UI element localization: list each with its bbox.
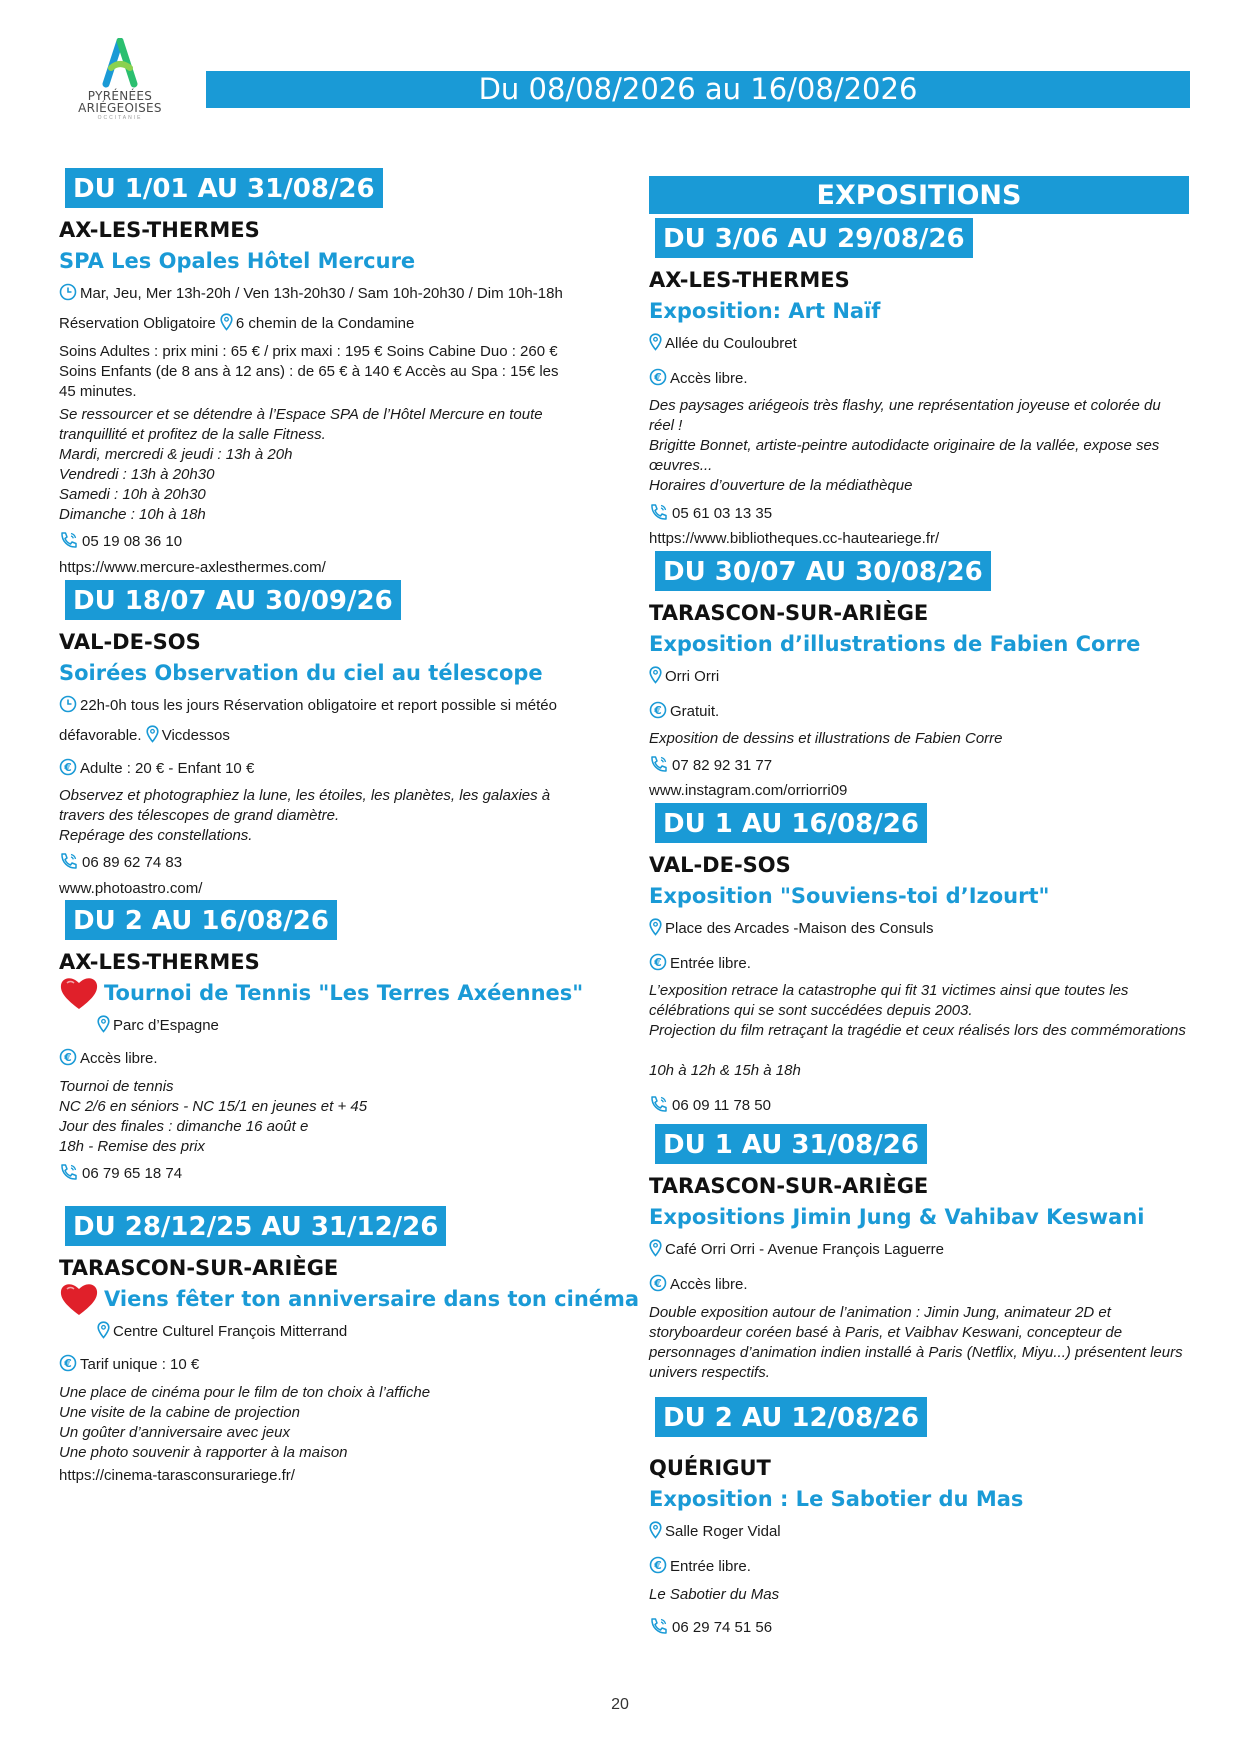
event-desc-3: Un goûter d’anniversaire avec jeux bbox=[59, 1424, 290, 1441]
event-title: Exposition "Souviens-toi d’Izourt" bbox=[649, 884, 1050, 908]
svg-text:€: € bbox=[654, 1277, 662, 1290]
phone-text: 06 79 65 18 74 bbox=[82, 1165, 183, 1182]
euro-icon bbox=[649, 368, 667, 386]
date-tag: DU 1/01 AU 31/08/26 bbox=[59, 168, 383, 208]
event-town: AX-LES-THERMES bbox=[59, 218, 260, 242]
brand-logo bbox=[70, 38, 170, 138]
event-price bbox=[649, 368, 748, 387]
event-desc-1: Observez et photographiez la lune, les étoiles, les planètes, les galaxies à travers des télescopes de grand diamètre. bbox=[59, 787, 551, 824]
event-title: Expositions Jimin Jung & Vahibav Keswani bbox=[649, 1205, 1145, 1229]
event-town: AX-LES-THERMES bbox=[59, 950, 260, 974]
event-desc-2: NC 2/6 en séniors - NC 15/1 en jeunes et + 45 bbox=[59, 1098, 368, 1115]
event-desc-2: Mardi, mercredi & jeudi : 13h à 20h bbox=[59, 446, 293, 463]
location-pin-icon bbox=[649, 333, 662, 351]
place-text: 6 chemin de la Condamine bbox=[235, 315, 415, 332]
place-text: Vicdessos bbox=[161, 727, 230, 744]
event-url[interactable]: https://www.mercure-axlesthermes.com/ bbox=[59, 559, 326, 576]
svg-text:€: € bbox=[654, 956, 662, 969]
location-pin-icon bbox=[97, 1015, 110, 1033]
event-town: TARASCON-SUR-ARIÈGE bbox=[59, 1256, 339, 1280]
event-price bbox=[649, 953, 751, 972]
event-place bbox=[649, 918, 933, 937]
event-town: VAL-DE-SOS bbox=[59, 630, 201, 654]
event-place bbox=[649, 1521, 781, 1540]
date-tag: DU 28/12/25 AU 31/12/26 bbox=[59, 1206, 446, 1246]
euro-icon bbox=[649, 701, 667, 719]
place-text: Place des Arcades -Maison des Consuls bbox=[665, 920, 934, 937]
price-text: Adulte : 20 € - Enfant 10 € bbox=[80, 760, 255, 777]
expositions-heading: EXPOSITIONS bbox=[649, 176, 1189, 214]
event-desc-1: Exposition de dessins et illustrations de Fabien Corre bbox=[649, 730, 1003, 747]
svg-text:€: € bbox=[64, 1051, 72, 1064]
price-text: Entrée libre. bbox=[670, 1558, 751, 1575]
place-text: Centre Culturel François Mitterrand bbox=[113, 1323, 348, 1340]
phone-icon bbox=[649, 1095, 669, 1113]
hours-text: 22h-0h tous les jours Réservation obligatoire et report possible si météo bbox=[80, 697, 557, 714]
event-desc-5: Dimanche : 10h à 18h bbox=[59, 506, 206, 523]
svg-text:€: € bbox=[64, 761, 72, 774]
event-desc-1: L’exposition retrace la catastrophe qui fit 31 victimes ainsi que toutes les célébrations qui se sont succédées depuis 2003. bbox=[649, 982, 1129, 1019]
event-phone bbox=[649, 1095, 771, 1114]
phone-icon bbox=[649, 755, 669, 773]
date-tag: DU 1 AU 16/08/26 bbox=[649, 803, 927, 843]
event-desc-1: Une place de cinéma pour le film de ton choix à l’affiche bbox=[59, 1384, 431, 1401]
svg-text:€: € bbox=[654, 371, 662, 384]
event-hours bbox=[59, 283, 563, 302]
event-desc-2: Repérage des constellations. bbox=[59, 827, 253, 844]
event-phone bbox=[59, 531, 182, 550]
period-banner: Du 08/08/2026 au 16/08/2026 bbox=[206, 71, 1190, 108]
event-title: SPA Les Opales Hôtel Mercure bbox=[59, 249, 416, 273]
phone-text: 05 61 03 13 35 bbox=[672, 505, 773, 522]
event-price bbox=[59, 1354, 199, 1373]
place-text: Salle Roger Vidal bbox=[665, 1523, 781, 1540]
event-price bbox=[649, 701, 719, 720]
event-title: Viens fêter ton anniversaire dans ton cinéma bbox=[104, 1287, 640, 1311]
logo-mark-icon bbox=[97, 38, 143, 90]
hours-text-2: défavorable. bbox=[59, 727, 142, 744]
clock-icon bbox=[59, 695, 77, 713]
euro-icon bbox=[649, 953, 667, 971]
event-place bbox=[97, 1321, 347, 1340]
date-tag: DU 1 AU 31/08/26 bbox=[649, 1124, 927, 1164]
event-desc-3: Horaires d’ouverture de la médiathèque bbox=[649, 477, 913, 494]
price-text: Gratuit. bbox=[670, 703, 720, 720]
euro-icon bbox=[649, 1556, 667, 1574]
event-desc-4: Samedi : 10h à 20h30 bbox=[59, 486, 206, 503]
date-tag: DU 3/06 AU 29/08/26 bbox=[649, 218, 973, 258]
brand-line-1: PYRÉNÉES bbox=[87, 89, 153, 103]
date-tag: DU 2 AU 16/08/26 bbox=[59, 900, 337, 940]
event-phone bbox=[59, 1163, 182, 1182]
event-desc-3: Jour des finales : dimanche 16 août e bbox=[59, 1118, 309, 1135]
event-desc-2: Brigitte Bonnet, artiste-peintre autodidacte originaire de la vallée, expose ses œuvres... bbox=[649, 437, 1160, 474]
brand-line-3: OCCITANIE bbox=[97, 115, 143, 121]
event-price bbox=[649, 1274, 748, 1293]
euro-icon bbox=[59, 1354, 77, 1372]
price-text: Accès libre. bbox=[80, 1050, 158, 1067]
event-price bbox=[59, 1048, 158, 1067]
svg-text:€: € bbox=[654, 1559, 662, 1572]
event-title: Soirées Observation du ciel au télescope bbox=[59, 661, 543, 685]
phone-text: 07 82 92 31 77 bbox=[672, 757, 773, 774]
event-desc-2: Une visite de la cabine de projection bbox=[59, 1404, 300, 1421]
page-number: 20 bbox=[611, 1696, 629, 1713]
place-text: Parc d’Espagne bbox=[113, 1017, 219, 1034]
date-tag: DU 2 AU 12/08/26 bbox=[649, 1397, 927, 1437]
event-town: TARASCON-SUR-ARIÈGE bbox=[649, 601, 929, 625]
phone-icon bbox=[59, 1163, 79, 1181]
heart-icon bbox=[59, 1281, 99, 1317]
place-text: Allée du Couloubret bbox=[665, 335, 797, 352]
event-desc-1: Tournoi de tennis bbox=[59, 1078, 174, 1095]
location-pin-icon bbox=[649, 918, 662, 936]
price-text: Tarif unique : 10 € bbox=[80, 1356, 200, 1373]
location-pin-icon bbox=[97, 1321, 110, 1339]
hours-text: Mar, Jeu, Mer 13h-20h / Ven 13h-20h30 / Sam 10h-20h30 / Dim 10h-18h bbox=[80, 285, 563, 302]
event-desc-1: Des paysages ariégeois très flashy, une représentation joyeuse et colorée du réel ! bbox=[649, 397, 1161, 434]
price-text: Accès libre. bbox=[670, 1276, 748, 1293]
location-pin-icon bbox=[649, 1521, 662, 1539]
event-desc-1: Double exposition autour de l’animation : Jimin Jung, animateur 2D et storyboardeur coréen basé à Paris, et Vaibhav Keswani, concepteur de personnages d’animation indien installé à Paris (Netflix, Miyu...) présentent leurs univers respectifs. bbox=[649, 1304, 1183, 1381]
svg-text:€: € bbox=[654, 704, 662, 717]
event-title: Exposition d’illustrations de Fabien Corre bbox=[649, 632, 1141, 656]
heart-icon bbox=[59, 975, 99, 1011]
brand-line-2: ARIÉGEOISES bbox=[78, 101, 162, 115]
event-hours bbox=[59, 695, 557, 714]
phone-icon bbox=[649, 1617, 669, 1635]
location-pin-icon bbox=[146, 725, 159, 743]
event-town: VAL-DE-SOS bbox=[649, 853, 791, 877]
event-title: Tournoi de Tennis "Les Terres Axéennes" bbox=[104, 981, 584, 1005]
event-booking-place bbox=[59, 313, 414, 332]
clock-icon bbox=[59, 283, 77, 301]
location-pin-icon bbox=[649, 666, 662, 684]
phone-text: 06 09 11 78 50 bbox=[672, 1097, 771, 1114]
event-town: TARASCON-SUR-ARIÈGE bbox=[649, 1174, 929, 1198]
event-desc-4: 18h - Remise des prix bbox=[59, 1138, 205, 1155]
phone-text: 06 29 74 51 56 bbox=[672, 1619, 773, 1636]
event-price bbox=[649, 1556, 751, 1575]
event-town: QUÉRIGUT bbox=[649, 1456, 771, 1480]
event-url[interactable]: https://www.bibliotheques.cc-hauteariege.fr/ bbox=[649, 530, 940, 547]
event-url[interactable]: https://cinema-tarasconsurariege.fr/ bbox=[59, 1467, 295, 1484]
event-desc-3: 10h à 12h & 15h à 18h bbox=[649, 1062, 801, 1079]
event-title: Exposition: Art Naïf bbox=[649, 299, 881, 323]
event-phone bbox=[649, 1617, 772, 1636]
euro-icon bbox=[59, 758, 77, 776]
event-price bbox=[59, 758, 254, 777]
event-url[interactable]: www.instagram.com/orriorri09 bbox=[649, 782, 848, 799]
event-place bbox=[649, 666, 719, 685]
price-text: Entrée libre. bbox=[670, 955, 751, 972]
event-desc-4: Une photo souvenir à rapporter à la maison bbox=[59, 1444, 348, 1461]
place-text: Café Orri Orri - Avenue François Laguerre bbox=[665, 1241, 945, 1258]
event-url[interactable]: www.photoastro.com/ bbox=[59, 880, 203, 897]
phone-text: 05 19 08 36 10 bbox=[82, 533, 183, 550]
event-phone bbox=[649, 503, 772, 522]
booking-text: Réservation Obligatoire bbox=[59, 315, 216, 332]
event-place bbox=[97, 1015, 219, 1034]
event-desc-2: Projection du film retraçant la tragédie et ceux réalisés lors des commémorations bbox=[649, 1022, 1186, 1039]
event-hours-place bbox=[59, 725, 230, 744]
event-phone bbox=[59, 852, 182, 871]
svg-text:€: € bbox=[64, 1357, 72, 1370]
phone-icon bbox=[59, 852, 79, 870]
date-tag: DU 30/07 AU 30/08/26 bbox=[649, 551, 991, 591]
event-desc-1: Le Sabotier du Mas bbox=[649, 1586, 780, 1603]
price-text: Accès libre. bbox=[670, 370, 748, 387]
event-place bbox=[649, 333, 797, 352]
date-tag: DU 18/07 AU 30/09/26 bbox=[59, 580, 401, 620]
event-desc-3: Vendredi : 13h à 20h30 bbox=[59, 466, 215, 483]
location-pin-icon bbox=[220, 313, 233, 331]
event-place bbox=[649, 1239, 944, 1258]
euro-icon bbox=[59, 1048, 77, 1066]
phone-text: 06 89 62 74 83 bbox=[82, 854, 183, 871]
event-town: AX-LES-THERMES bbox=[649, 268, 850, 292]
euro-icon bbox=[649, 1274, 667, 1292]
event-prices: Soins Adultes : prix mini : 65 € / prix maxi : 195 € Soins Cabine Duo : 260 € Soins Enfants (de 8 ans à 12 ans) : de 65 € à 140 € Accès au Spa : 15€ les 45 minutes. bbox=[59, 343, 559, 400]
event-phone bbox=[649, 755, 772, 774]
event-title: Exposition : Le Sabotier du Mas bbox=[649, 1487, 1024, 1511]
location-pin-icon bbox=[649, 1239, 662, 1257]
phone-icon bbox=[649, 503, 669, 521]
event-desc-1: Se ressourcer et se détendre à l’Espace SPA de l’Hôtel Mercure en toute tranquillité et profitez de la salle Fitness. bbox=[59, 406, 543, 443]
phone-icon bbox=[59, 531, 79, 549]
place-text: Orri Orri bbox=[665, 668, 720, 685]
